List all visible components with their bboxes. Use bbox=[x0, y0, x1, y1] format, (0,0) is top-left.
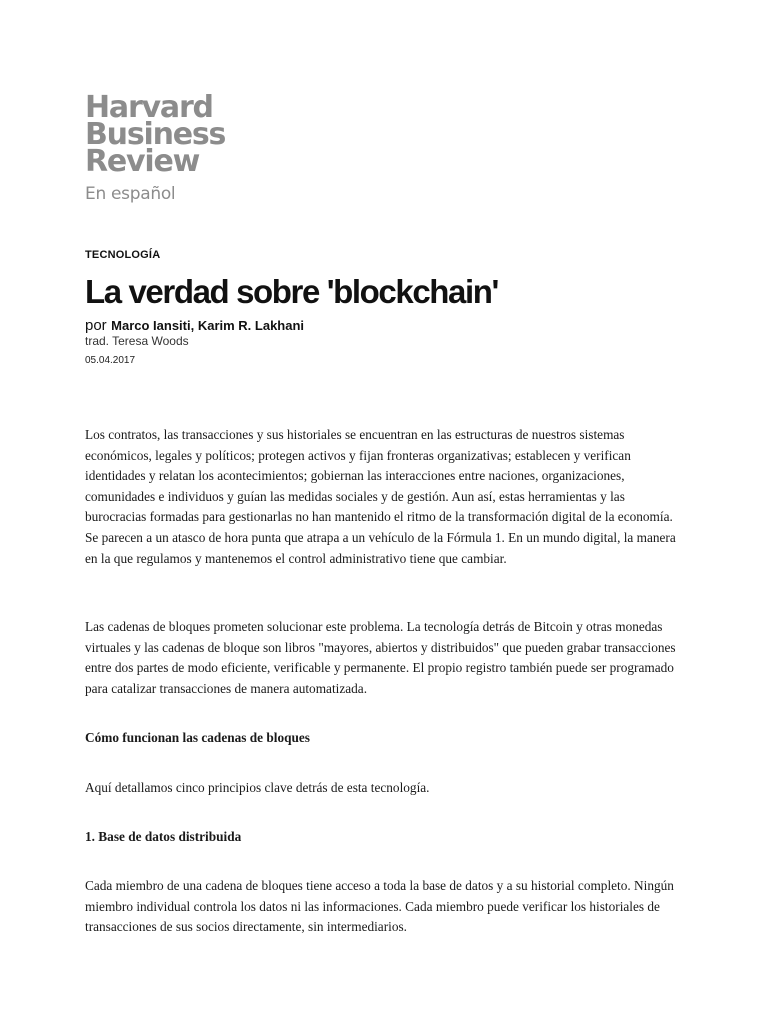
byline bbox=[85, 317, 304, 335]
publish-date: 05.04.2017 bbox=[85, 355, 136, 366]
paragraph-blockchain-promise: Las cadenas de bloques prometen solucionar este problema. La tecnología detrás de Bitcoin y otras monedas virtuales y las cadenas de bloque son libros "mayores, abiertos y distribuidos" que pueden grabar transacciones entre dos partes de modo eficiente, verificable y permanente. El propio registro también puede ser programado para catalizar transacciones de manera automatizada. bbox=[85, 619, 676, 696]
logo-line-business: Business bbox=[85, 117, 226, 152]
byline-prefix: por bbox=[85, 317, 107, 334]
article-title: La verdad sobre 'blockchain' bbox=[85, 273, 498, 310]
byline-authors[interactable]: Marco Iansiti, Karim R. Lakhani bbox=[111, 318, 305, 333]
paragraph-distributed-database: Cada miembro de una cadena de bloques tiene acceso a toda la base de datos y a su historial completo. Ningún miembro individual controla los datos ni las informaciones. Cada miembro puede verificar los historiales de transacciones de sus socios directamente, sin intermediarios. bbox=[85, 878, 674, 935]
translator-credit: trad. Teresa Woods bbox=[85, 334, 189, 348]
paragraph-intro: Los contratos, las transacciones y sus historiales se encuentran en las estructuras de nuestros sistemas económicos, legales y políticos; protegen activos y fijan fronteras organizativas; establecen y verifican identidades y relatan los acontecimientos; gobiernan las interacciones entre naciones, organizaciones, comunidades e individuos y guían las medidas sociales y de gestión. Aun así, estas herramientas y las burocracias formadas para gestionarlas no han mantenido el ritmo de la transformación digital de la economía. Se parecen a un atasco de hora punta que atrapa a un vehículo de la Fórmula 1. En un mundo digital, la manera en la que regulamos y mantenemos el control administrativo tiene que cambiar. bbox=[85, 427, 676, 566]
logo-subtitle: En español bbox=[85, 184, 176, 204]
paragraph-principles-intro: Aquí detallamos cinco principios clave detrás de esta tecnología. bbox=[85, 780, 430, 795]
section-label[interactable]: TECNOLOGÍA bbox=[85, 249, 161, 261]
subheading-distributed-database: 1. Base de datos distribuida bbox=[85, 829, 242, 844]
subheading-how-it-works: Cómo funcionan las cadenas de bloques bbox=[85, 730, 310, 745]
logo-line-review: Review bbox=[85, 144, 200, 179]
logo-line-harvard: Harvard bbox=[85, 90, 213, 125]
hbr-logo[interactable] bbox=[85, 90, 226, 204]
